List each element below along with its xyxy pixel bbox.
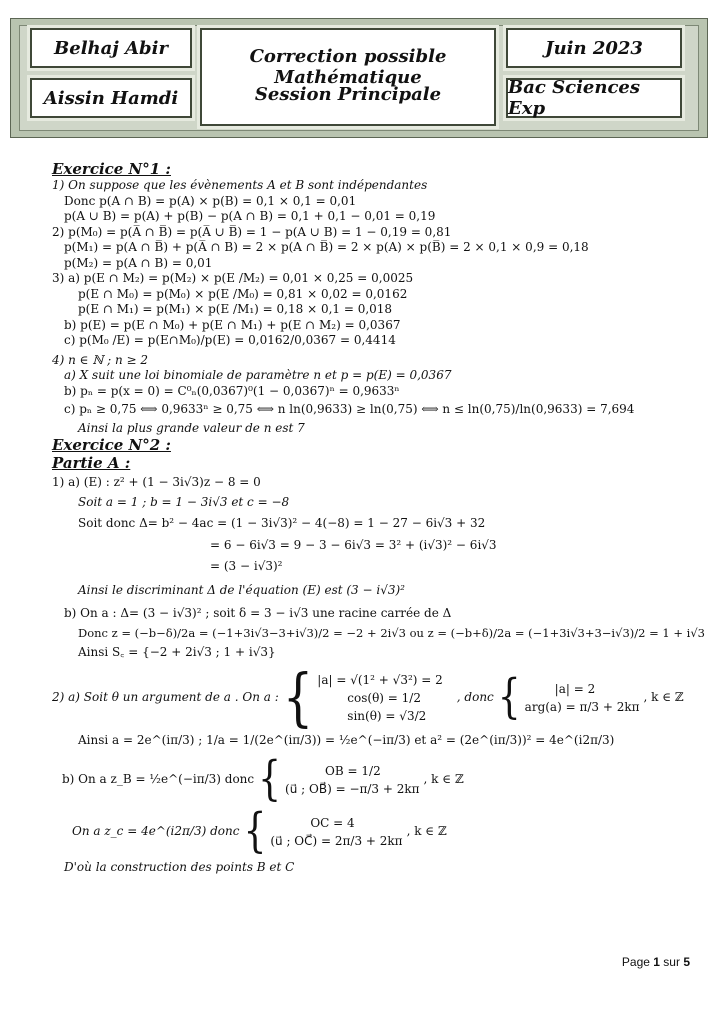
q2b-system — [285, 762, 420, 798]
q2a-mid: , donc — [456, 689, 494, 704]
exercise-2-title: Exercice N°2 : — [52, 436, 171, 454]
q2a-block — [52, 661, 700, 734]
ex1-line: c) p(M₀ /E) = p(E∩M₀)/p(E) = 0,0162/0,0367 = 0,4414 — [64, 333, 396, 347]
ex2-line: Soit a = 1 ; b = 1 − 3i√3 et c = −8 — [78, 494, 290, 509]
q2a-system-line: cos(θ) = 1/2 — [347, 690, 421, 705]
ex1-line: b) p(E) = p(E ∩ M₀) + p(E ∩ M₁) + p(E ∩ M₂) = 0,0367 — [64, 317, 401, 332]
header-session: Session Principale — [254, 84, 442, 105]
ex2-line: 1) a) (E) : z² + (1 − 3i√3)z − 8 = 0 — [52, 475, 261, 489]
q2-conclusion: D'où la construction des points B et C — [64, 860, 295, 874]
q2c-block — [52, 804, 700, 858]
q2a-system — [317, 671, 442, 725]
ex2-line: = 6 − 6i√3 = 9 − 3 − 6i√3 = 3² + (i√3)² − 6i√3 — [210, 537, 497, 552]
header-title-box — [200, 28, 496, 126]
ex2-line: Ainsi le discriminant Δ de l'équation (E) est (3 − i√3)² — [78, 582, 405, 597]
ex1-line: 4) n ∈ ℕ ; n ≥ 2 — [52, 352, 149, 367]
brace: { — [243, 804, 267, 858]
ex2-line: b) On a : Δ= (3 − i√3)² ; soit δ = 3 − i√3 une racine carrée de Δ — [64, 606, 452, 620]
ex1-line: p(E ∩ M₁) = p(M₁) × p(E /M₁) = 0,18 × 0,1 = 0,018 — [78, 302, 393, 316]
q2a-prefix: 2) a) Soit θ un argument de a . On a : — [52, 689, 279, 704]
q2b-prefix: b) On a z_B = ½e^(−iπ/3) donc — [62, 772, 255, 787]
header-class: Bac Sciences Exp — [506, 78, 682, 118]
ex1-line: p(M₁) = p(A ∩ B̅) + p(A̅ ∩ B) = 2 × p(A ∩ B̅) = 2 × p(A) × p(B̅) = 2 × 0,1 × 0,9 = 0,18 — [64, 240, 589, 254]
q2c-system — [270, 814, 402, 850]
ex2-line: = (3 − i√3)² — [210, 559, 283, 573]
ex1-line: Ainsi la plus grande valeur de n est 7 — [78, 420, 305, 435]
page-current: 1 — [653, 955, 660, 969]
ex1-line: 2) p(M₀) = p(A̅ ∩ B̅) = p(A̅ ∪ B̅) = 1 − p(A ∪ B) = 1 − 0,19 = 0,81 — [52, 224, 452, 239]
page-total: 5 — [683, 955, 690, 969]
ex1-line: b) pₙ = p(x = 0) = C⁰ₙ(0,0367)⁰(1 − 0,0367)ⁿ = 0,9633ⁿ — [64, 383, 400, 398]
document-body — [52, 160, 705, 876]
ex2-line: Ainsi S꜀ = {−2 + 2i√3 ; 1 + i√3} — [78, 645, 276, 659]
q2a-system-line: |a| = √(1² + √3²) = 2 — [317, 672, 443, 687]
q2b-system-line: (u⃗ ; OB⃗) = −π/3 + 2kπ — [285, 782, 420, 796]
ex2-line: Soit donc Δ= b² − 4ac = (1 − 3i√3)² − 4(−8) = 1 − 27 − 6i√3 + 32 — [78, 516, 486, 530]
page-mid: sur — [663, 955, 680, 969]
q2c-system-line: (u⃗ ; OC⃗) = 2π/3 + 2kπ — [270, 834, 403, 848]
q2c-suffix: , k ∈ ℤ — [406, 824, 447, 839]
q2c-prefix: On a z_c = 4e^(i2π/3) donc — [72, 824, 240, 839]
ex1-line: p(M₂) = p(A ∩ B) = 0,01 — [64, 255, 213, 270]
ex1-line: p(E ∩ M₀) = p(M₀) × p(E /M₀) = 0,81 × 0,02 = 0,0162 — [78, 286, 408, 301]
q2a-line2: Ainsi a = 2e^(iπ/3) ; 1/a = 1/(2e^(iπ/3)) = ½e^(−iπ/3) et a² = (2e^(iπ/3))² = 4e^(i2π/3) — [78, 732, 615, 747]
ex1-line: c) pₙ ≥ 0,75 ⟺ 0,9633ⁿ ≥ 0,75 ⟺ n ln(0,9633) ≥ ln(0,75) ⟺ n ≤ ln(0,75)/ln(0,9633) = 7,694 — [64, 402, 635, 416]
ex1-line: a) X suit une loi binomiale de paramètre n et p = p(E) = 0,0367 — [64, 368, 452, 382]
q2a-system2-line: |a| = 2 — [554, 681, 596, 696]
header-title: Correction possible Mathématique — [249, 46, 447, 88]
author-2: Aissin Hamdi — [30, 78, 192, 118]
page-prefix: Page — [621, 955, 650, 969]
q2b-suffix: , k ∈ ℤ — [423, 772, 464, 787]
q2a-suffix: , k ∈ ℤ — [643, 689, 684, 704]
brace: { — [258, 752, 282, 806]
ex1-line: p(A ∪ B) = p(A) + p(B) − p(A ∩ B) = 0,1 + 0,1 − 0,01 = 0,19 — [64, 209, 436, 223]
brace: { — [497, 670, 521, 724]
part-a-title: Partie A : — [52, 454, 131, 472]
brace: { — [282, 661, 314, 734]
q2b-block — [52, 752, 700, 806]
q2a-system-line: sin(θ) = √3/2 — [347, 708, 427, 723]
header-date: Juin 2023 — [506, 28, 682, 68]
q2b-system-line: OB = 1/2 — [325, 764, 381, 778]
exercise-1-title: Exercice N°1 : — [52, 160, 171, 178]
ex2-line: Donc z = (−b−δ)/2a = (−1+3i√3−3+i√3)/2 = −2 + 2i√3 ou z = (−b+δ)/2a = (−1+3i√3+3−i√3)/2 = 1 + i√3 — [78, 625, 705, 640]
author-1: Belhaj Abir — [30, 28, 192, 68]
ex1-line: 3) a) p(E ∩ M₂) = p(M₂) × p(E /M₂) = 0,01 × 0,25 = 0,0025 — [52, 271, 414, 285]
q2c-system-line: OC = 4 — [310, 816, 355, 830]
ex1-line: Donc p(A ∩ B) = p(A) × p(B) = 0,1 × 0,1 = 0,01 — [64, 193, 357, 208]
q2a-system2 — [525, 680, 640, 716]
ex1-line: 1) On suppose que les évènements A et B sont indépendantes — [52, 178, 428, 192]
q2a-system2-line: arg(a) = π/3 + 2kπ — [524, 699, 640, 714]
page-number — [622, 955, 690, 969]
